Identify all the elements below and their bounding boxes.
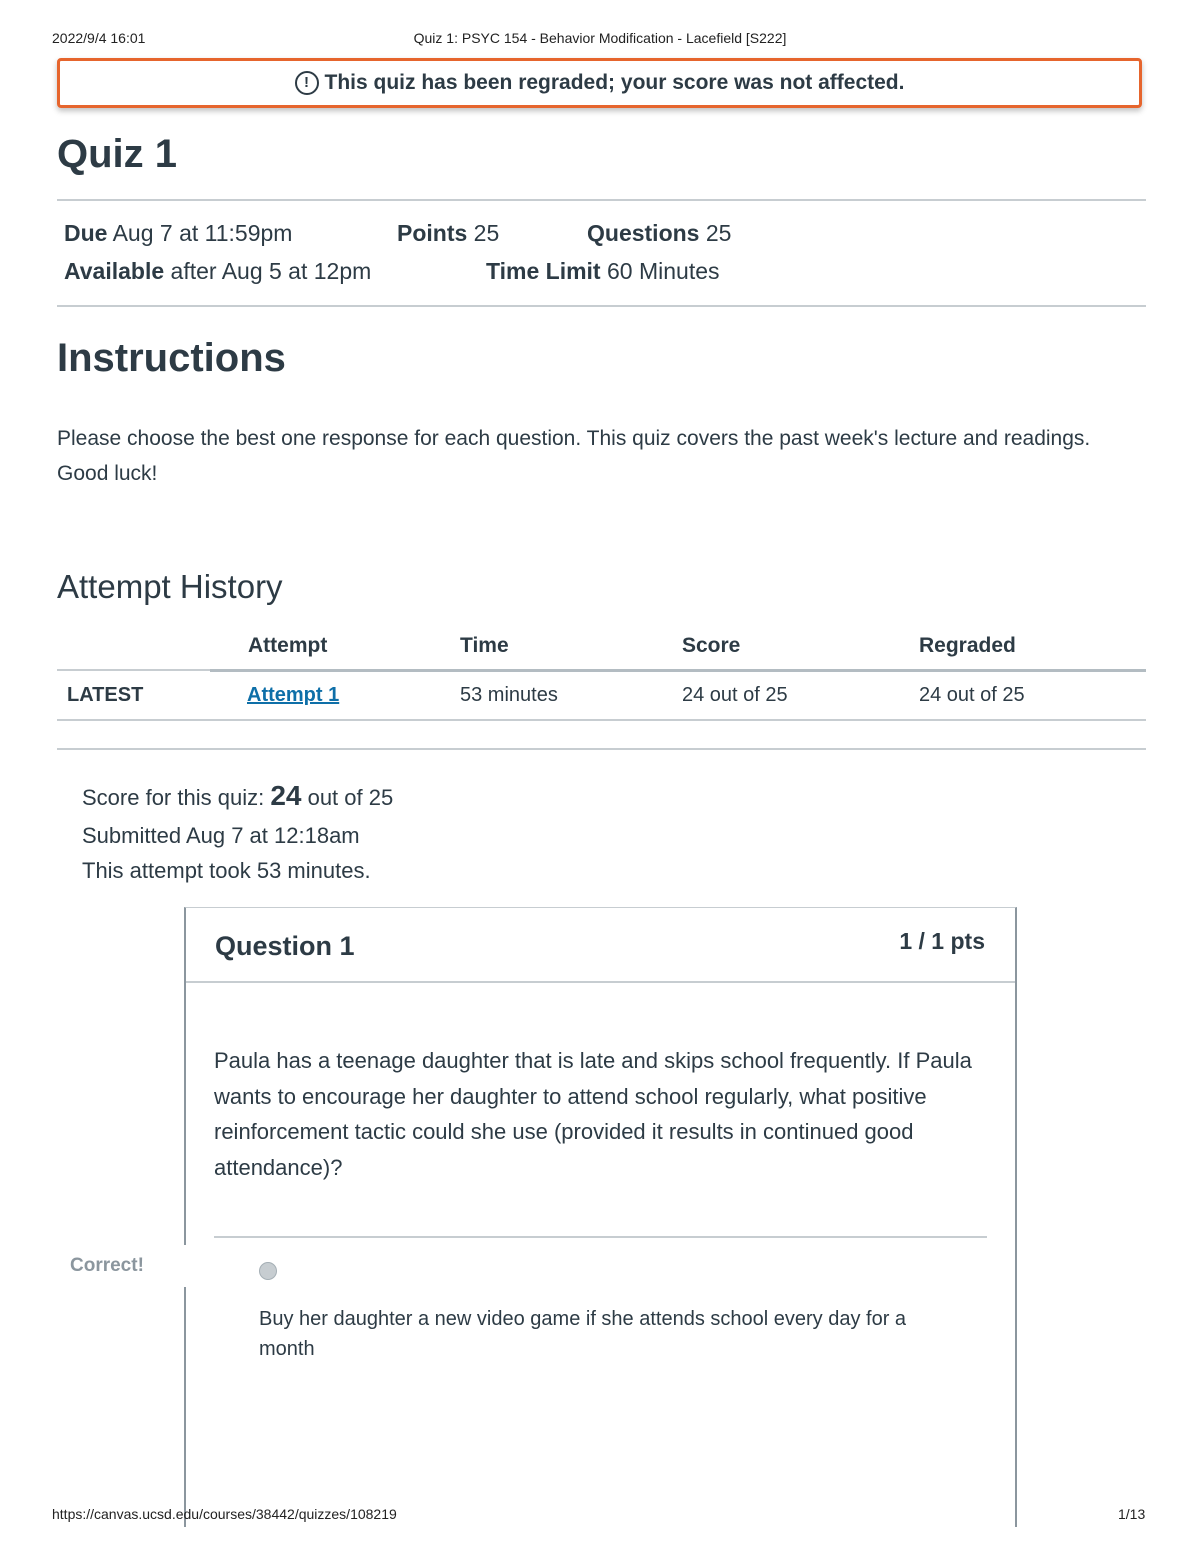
score-value: 24 xyxy=(270,780,302,811)
questions-info xyxy=(587,220,731,247)
regrade-message: This quiz has been regraded; your score was not affected. xyxy=(324,71,905,94)
question-header xyxy=(186,908,1015,983)
question-divider xyxy=(214,1236,987,1238)
available-label: Available xyxy=(64,258,165,284)
attempt-regraded-score: 24 out of 25 xyxy=(919,684,1025,706)
score-summary xyxy=(82,780,393,812)
attempt-time: 53 minutes xyxy=(460,684,558,706)
column-header-score: Score xyxy=(682,634,741,657)
divider xyxy=(57,305,1146,307)
submitted-time: Submitted Aug 7 at 12:18am xyxy=(82,823,360,848)
question-text: Paula has a teenage daughter that is late and skips school frequently. If Paula wants to encourage her daughter to attend school regularly, what positive reinforcement tactic could she use (provided it results in continued good attendance)? xyxy=(214,1048,972,1180)
score-prefix: Score for this quiz: xyxy=(82,785,271,810)
correct-answer-label: Correct! xyxy=(70,1255,144,1276)
row-label: LATEST xyxy=(67,684,144,706)
available-info xyxy=(64,258,371,285)
points-label: Points xyxy=(397,220,468,246)
instructions-text: Please choose the best one response for each question. This quiz covers the past week's lecture and readings. Good luck! xyxy=(57,427,1091,485)
score-suffix: out of 25 xyxy=(301,785,394,810)
answer-radio[interactable] xyxy=(259,1262,277,1280)
question-title: Question 1 xyxy=(215,931,355,961)
regrade-banner xyxy=(57,58,1142,108)
column-header-attempt: Attempt xyxy=(248,634,328,657)
points-info xyxy=(397,220,499,247)
attempt-duration: This attempt took 53 minutes. xyxy=(82,858,371,883)
questions-value: 25 xyxy=(705,220,732,246)
print-page-number: 1/13 xyxy=(1118,1506,1146,1522)
warning-icon: ! xyxy=(295,71,319,95)
attempt-1-link[interactable]: Attempt 1 xyxy=(247,684,340,706)
divider xyxy=(57,748,1146,750)
answer-text: Buy her daughter a new video game if she attends school every day for a month xyxy=(259,1308,907,1360)
column-header-time: Time xyxy=(460,634,509,657)
table-header-underline xyxy=(210,669,1146,672)
due-label: Due xyxy=(64,220,108,246)
available-value: after Aug 5 at 12pm xyxy=(170,258,372,284)
divider xyxy=(57,199,1146,201)
time-limit-value: 60 Minutes xyxy=(607,258,720,284)
points-value: 25 xyxy=(473,220,500,246)
question-card xyxy=(184,907,1017,1527)
attempt-history-title: Attempt History xyxy=(57,568,283,605)
questions-label: Questions xyxy=(587,220,700,246)
instructions-title: Instructions xyxy=(57,336,286,380)
due-value: Aug 7 at 11:59pm xyxy=(112,220,293,246)
print-page-title: Quiz 1: PSYC 154 - Behavior Modification - Lacefield [S222] xyxy=(413,30,787,46)
print-timestamp: 2022/9/4 16:01 xyxy=(52,30,146,46)
page-title: Quiz 1 xyxy=(57,132,178,176)
time-limit-info xyxy=(486,258,720,285)
column-header-regraded: Regraded xyxy=(919,634,1016,657)
attempt-score: 24 out of 25 xyxy=(682,684,788,706)
print-url: https://canvas.ucsd.edu/courses/38442/quizzes/108219 xyxy=(52,1506,397,1522)
card-border-gap xyxy=(180,1245,190,1287)
time-limit-label: Time Limit xyxy=(486,258,601,284)
table-row-divider xyxy=(57,719,1146,721)
question-points: 1 / 1 pts xyxy=(899,928,985,954)
due-info xyxy=(64,220,292,247)
